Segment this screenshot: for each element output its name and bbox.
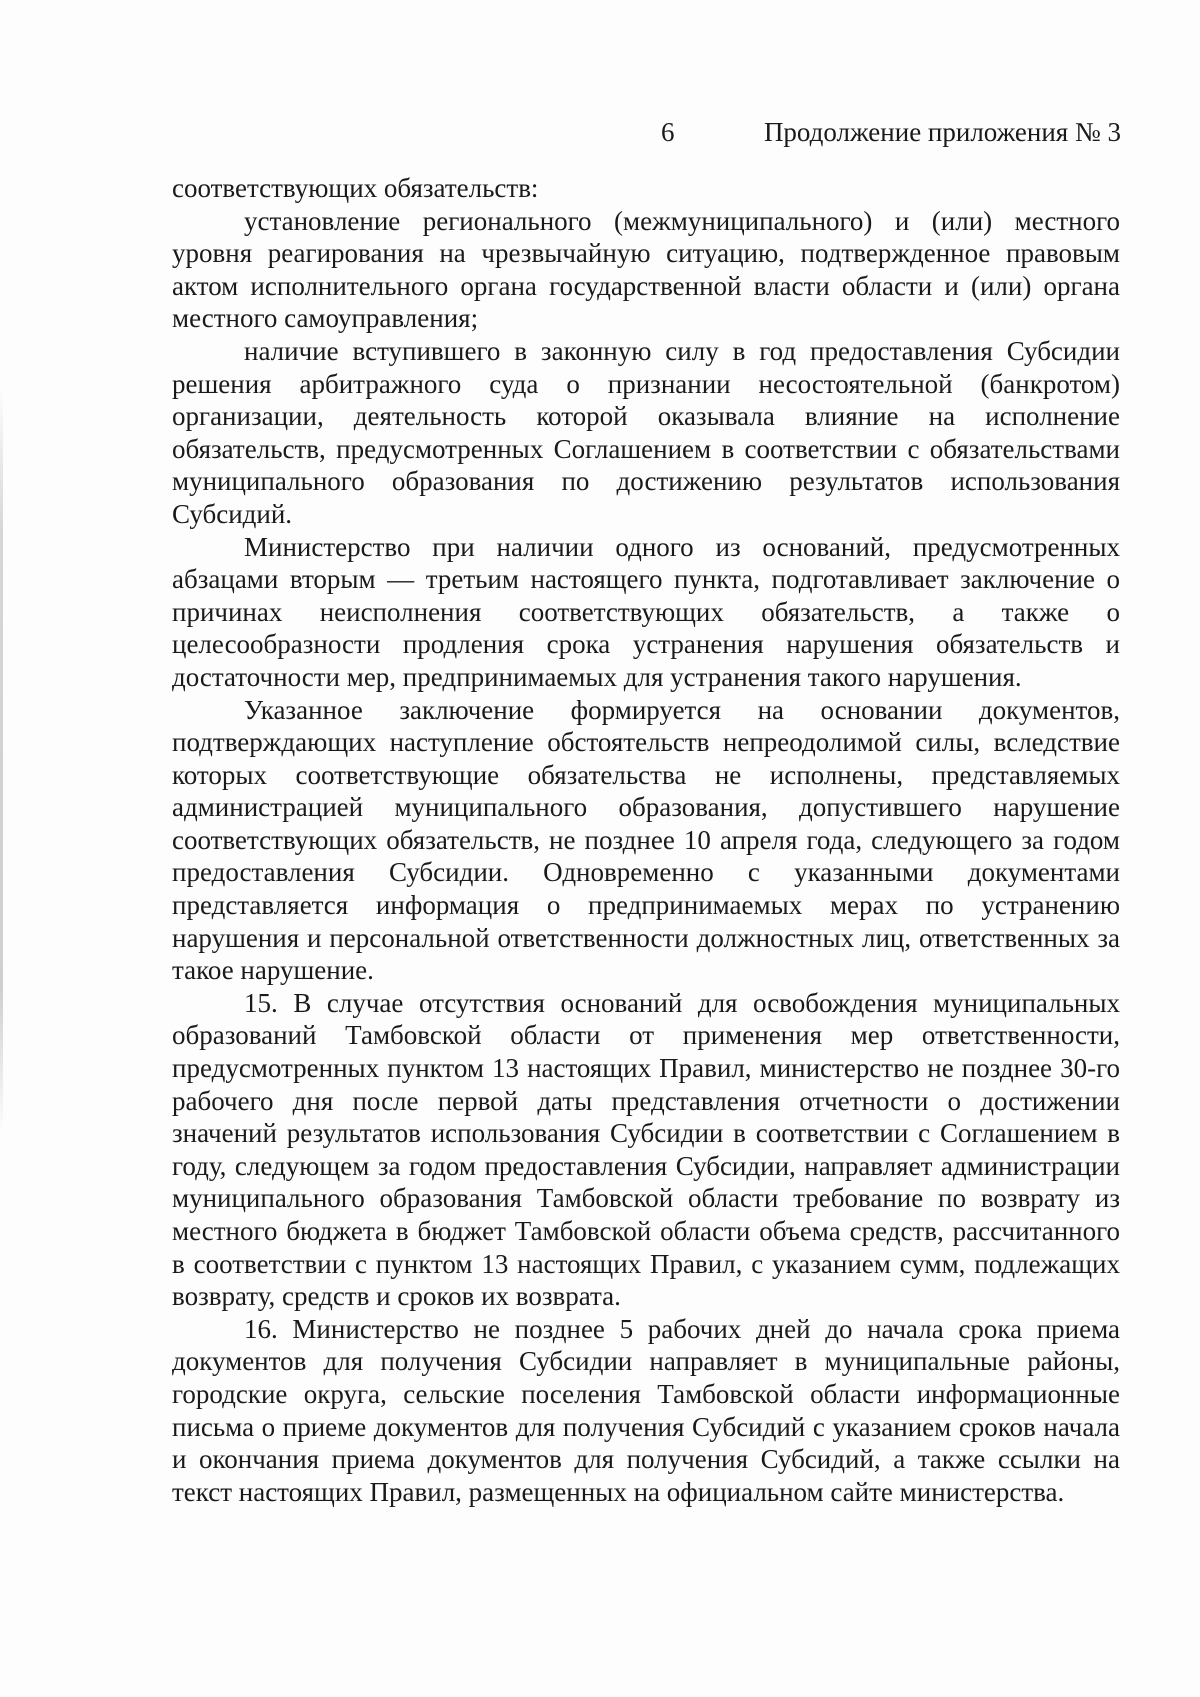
paragraph-obligations-lead: соответствующих обязательств: [172,173,539,203]
paragraph-item-16: 16. Министерство не позднее 5 рабочих дней до начала срока приема документов для получения Субсидии направляет в муниципальные районы, городские округа, сельские поселения Тамбовской области информационные письма о приеме документов для получения Субсидий с указанием сроков начала и окончания приема документов для получения Субсидий, а также ссылки на текст настоящих Правил, размещенных на официальном сайте министерства. [172,1313,1120,1507]
page-number: 6 [661,117,675,147]
paragraph-conclusion-basis: Указанное заключение формируется на основании документов, подтверждающих наступление обстоятельств непреодолимой силы, вследствие которых соответствующие обязательства не исполнены, представляемых администрацией муниципального образования, допустившего нарушение соответствующих обязательств, не позднее 10 апреля года, следующего за годом предоставления Субсидии. Одновременно с указанными документами представляется информация о предпринимаемых мерах по устранению нарушения и персональной ответственности должностных лиц, ответственных за такое нарушение. [172,694,1120,986]
paragraph-emergency-level: установление регионального (межмуниципального) и (или) местного уровня реагирования на чрезвычайную ситуацию, подтвержденное правовым актом исполнительного органа государственной власти области и (или) органа местного самоуправления; [172,205,1120,334]
paragraph-arbitration-decision: наличие вступившего в законную силу в год предоставления Субсидии решения арбитражного суда о признании несостоятельной (банкротом) организации, деятельность которой оказывала влияние на исполнение обязательств, предусмотренных Соглашением в соответствии с обязательствами муниципального образования по достижению результатов использования Субсидий. [172,335,1120,529]
scan-edge-shadow [0,380,3,1140]
document-body [172,172,1120,1508]
appendix-continuation-title: Продолжение приложения № 3 [763,117,1121,147]
paragraph-ministry-conclusion: Министерство при наличии одного из оснований, предусмотренных абзацами вторым — третьим настоящего пункта, подготавливает заключение о причинах неисполнения соответствующих обязательств, а также о целесообразности продления срока устранения нарушения обязательств и достаточности мер, предпринимаемых для устранения такого нарушения. [172,531,1120,692]
page-header [0,112,1200,152]
paragraph-item-15: 15. В случае отсутствия оснований для освобождения муниципальных образований Тамбовской области от применения мер ответственности, предусмотренных пунктом 13 настоящих Правил, министерство не позднее 30-го рабочего дня после первой даты представления отчетности о достижении значений результатов использования Субсидии в соответствии с Соглашением в году, следующем за годом предоставления Субсидии, направляет администрации муниципального образования Тамбовской области требование по возврату из местного бюджета в бюджет Тамбовской области объема средств, рассчитанного в соответствии с пунктом 13 настоящих Правил, с указанием сумм, подлежащих возврату, средств и сроков их возврата. [172,987,1120,1312]
